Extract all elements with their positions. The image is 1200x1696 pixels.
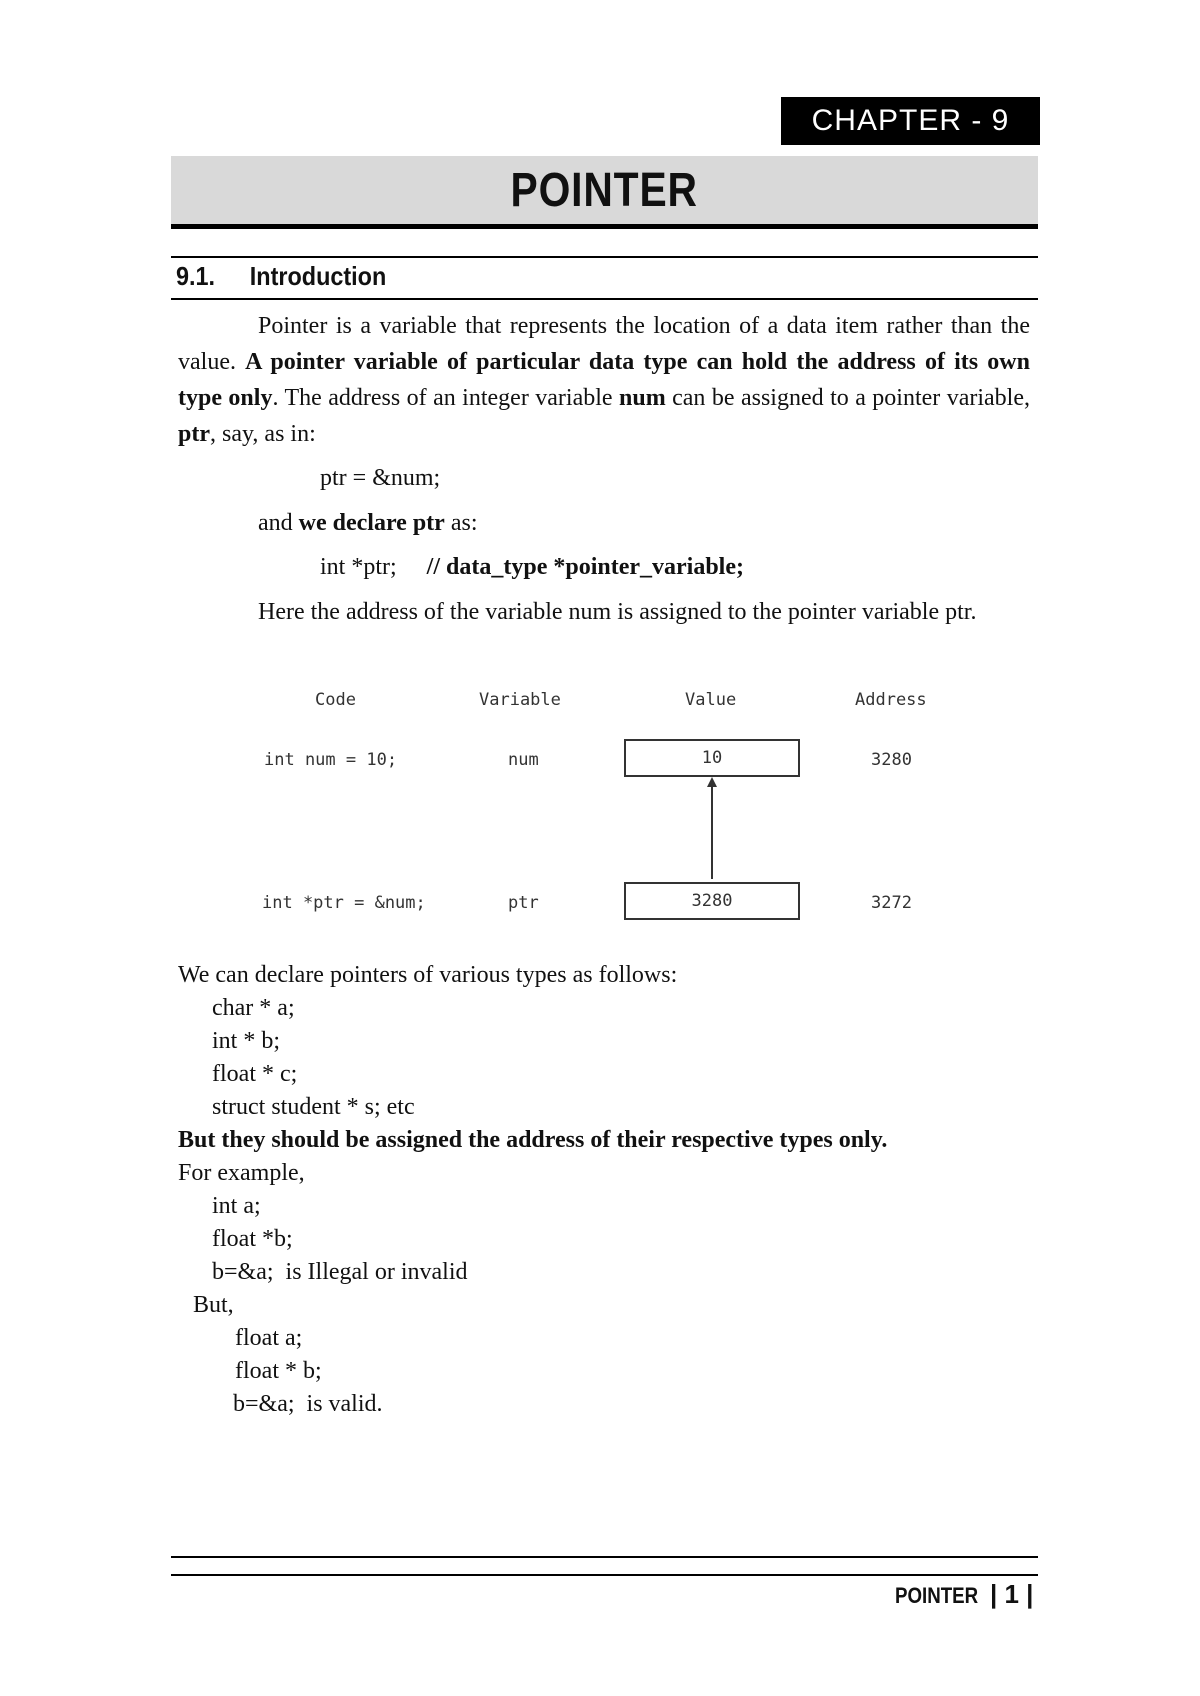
row2-code: int *ptr = &num; (262, 893, 426, 913)
type-decl-2: int * b; (212, 1028, 281, 1054)
type-decl-3: float * c; (212, 1061, 298, 1087)
invalid-line-2: float *b; (212, 1226, 293, 1252)
decl-comment: // data_type *pointer_variable; (426, 554, 744, 580)
rule-statement: But they should be assigned the address of their respective types only. (178, 1127, 888, 1153)
type-decl-4: struct student * s; etc (212, 1094, 415, 1120)
diagram-header-value: Value (685, 690, 737, 710)
section-title: Introduction (249, 261, 387, 291)
diagram-header-code: Code (315, 690, 356, 710)
declare-line: and we declare ptr as: (258, 510, 478, 536)
chapter-tag: CHAPTER - 9 (781, 97, 1040, 145)
example-intro: For example, (178, 1160, 305, 1186)
pointer-memory-diagram (240, 686, 960, 936)
valid-line-1: float a; (235, 1325, 303, 1351)
row2-value: 3280 (691, 891, 733, 911)
invalid-line-3: b=&a; is Illegal or invalid (212, 1259, 468, 1285)
chapter-title-bar (171, 156, 1038, 229)
row1-value: 10 (701, 748, 723, 768)
footer-rule-2 (171, 1574, 1038, 1576)
type-decl-1: char * a; (212, 995, 295, 1021)
section-rule-top (171, 256, 1038, 258)
explain-paragraph: Here the address of the variable num is assigned to the pointer variable ptr. (258, 599, 977, 625)
but-label: But, (193, 1292, 234, 1318)
diagram-header-variable: Variable (479, 690, 561, 710)
invalid-line-1: int a; (212, 1193, 261, 1219)
decl-code: int *ptr; (320, 554, 397, 580)
diagram-header-address: Address (855, 690, 927, 710)
page-number: | 1 | (990, 1579, 1034, 1609)
decl-code-line (320, 552, 744, 582)
section-heading (176, 261, 386, 292)
valid-line-2: float * b; (235, 1358, 322, 1384)
row2-value-box (624, 882, 800, 920)
row1-variable: num (508, 750, 539, 770)
section-number: 9.1. (176, 261, 216, 291)
row2-address: 3272 (871, 893, 912, 913)
row1-code: int num = 10; (264, 750, 398, 770)
footer-label: POINTER (895, 1583, 979, 1608)
row2-variable: ptr (508, 893, 539, 913)
types-intro: We can declare pointers of various types as follows: (178, 962, 678, 988)
row1-address: 3280 (871, 750, 912, 770)
valid-line-3: b=&a; is valid. (233, 1391, 383, 1417)
assign-code: ptr = &num; (320, 465, 441, 491)
intro-paragraph: Pointer is a variable that represents the location of a data item rather than the value. A pointer variable of particular data type can hold the address of its own type only. The address of an integer variable num can be assigned to a pointer variable, ptr, say, as in: (178, 313, 1030, 447)
chapter-title: POINTER (510, 163, 699, 217)
section-rule-bottom (171, 298, 1038, 300)
footer-rule-1 (171, 1556, 1038, 1558)
